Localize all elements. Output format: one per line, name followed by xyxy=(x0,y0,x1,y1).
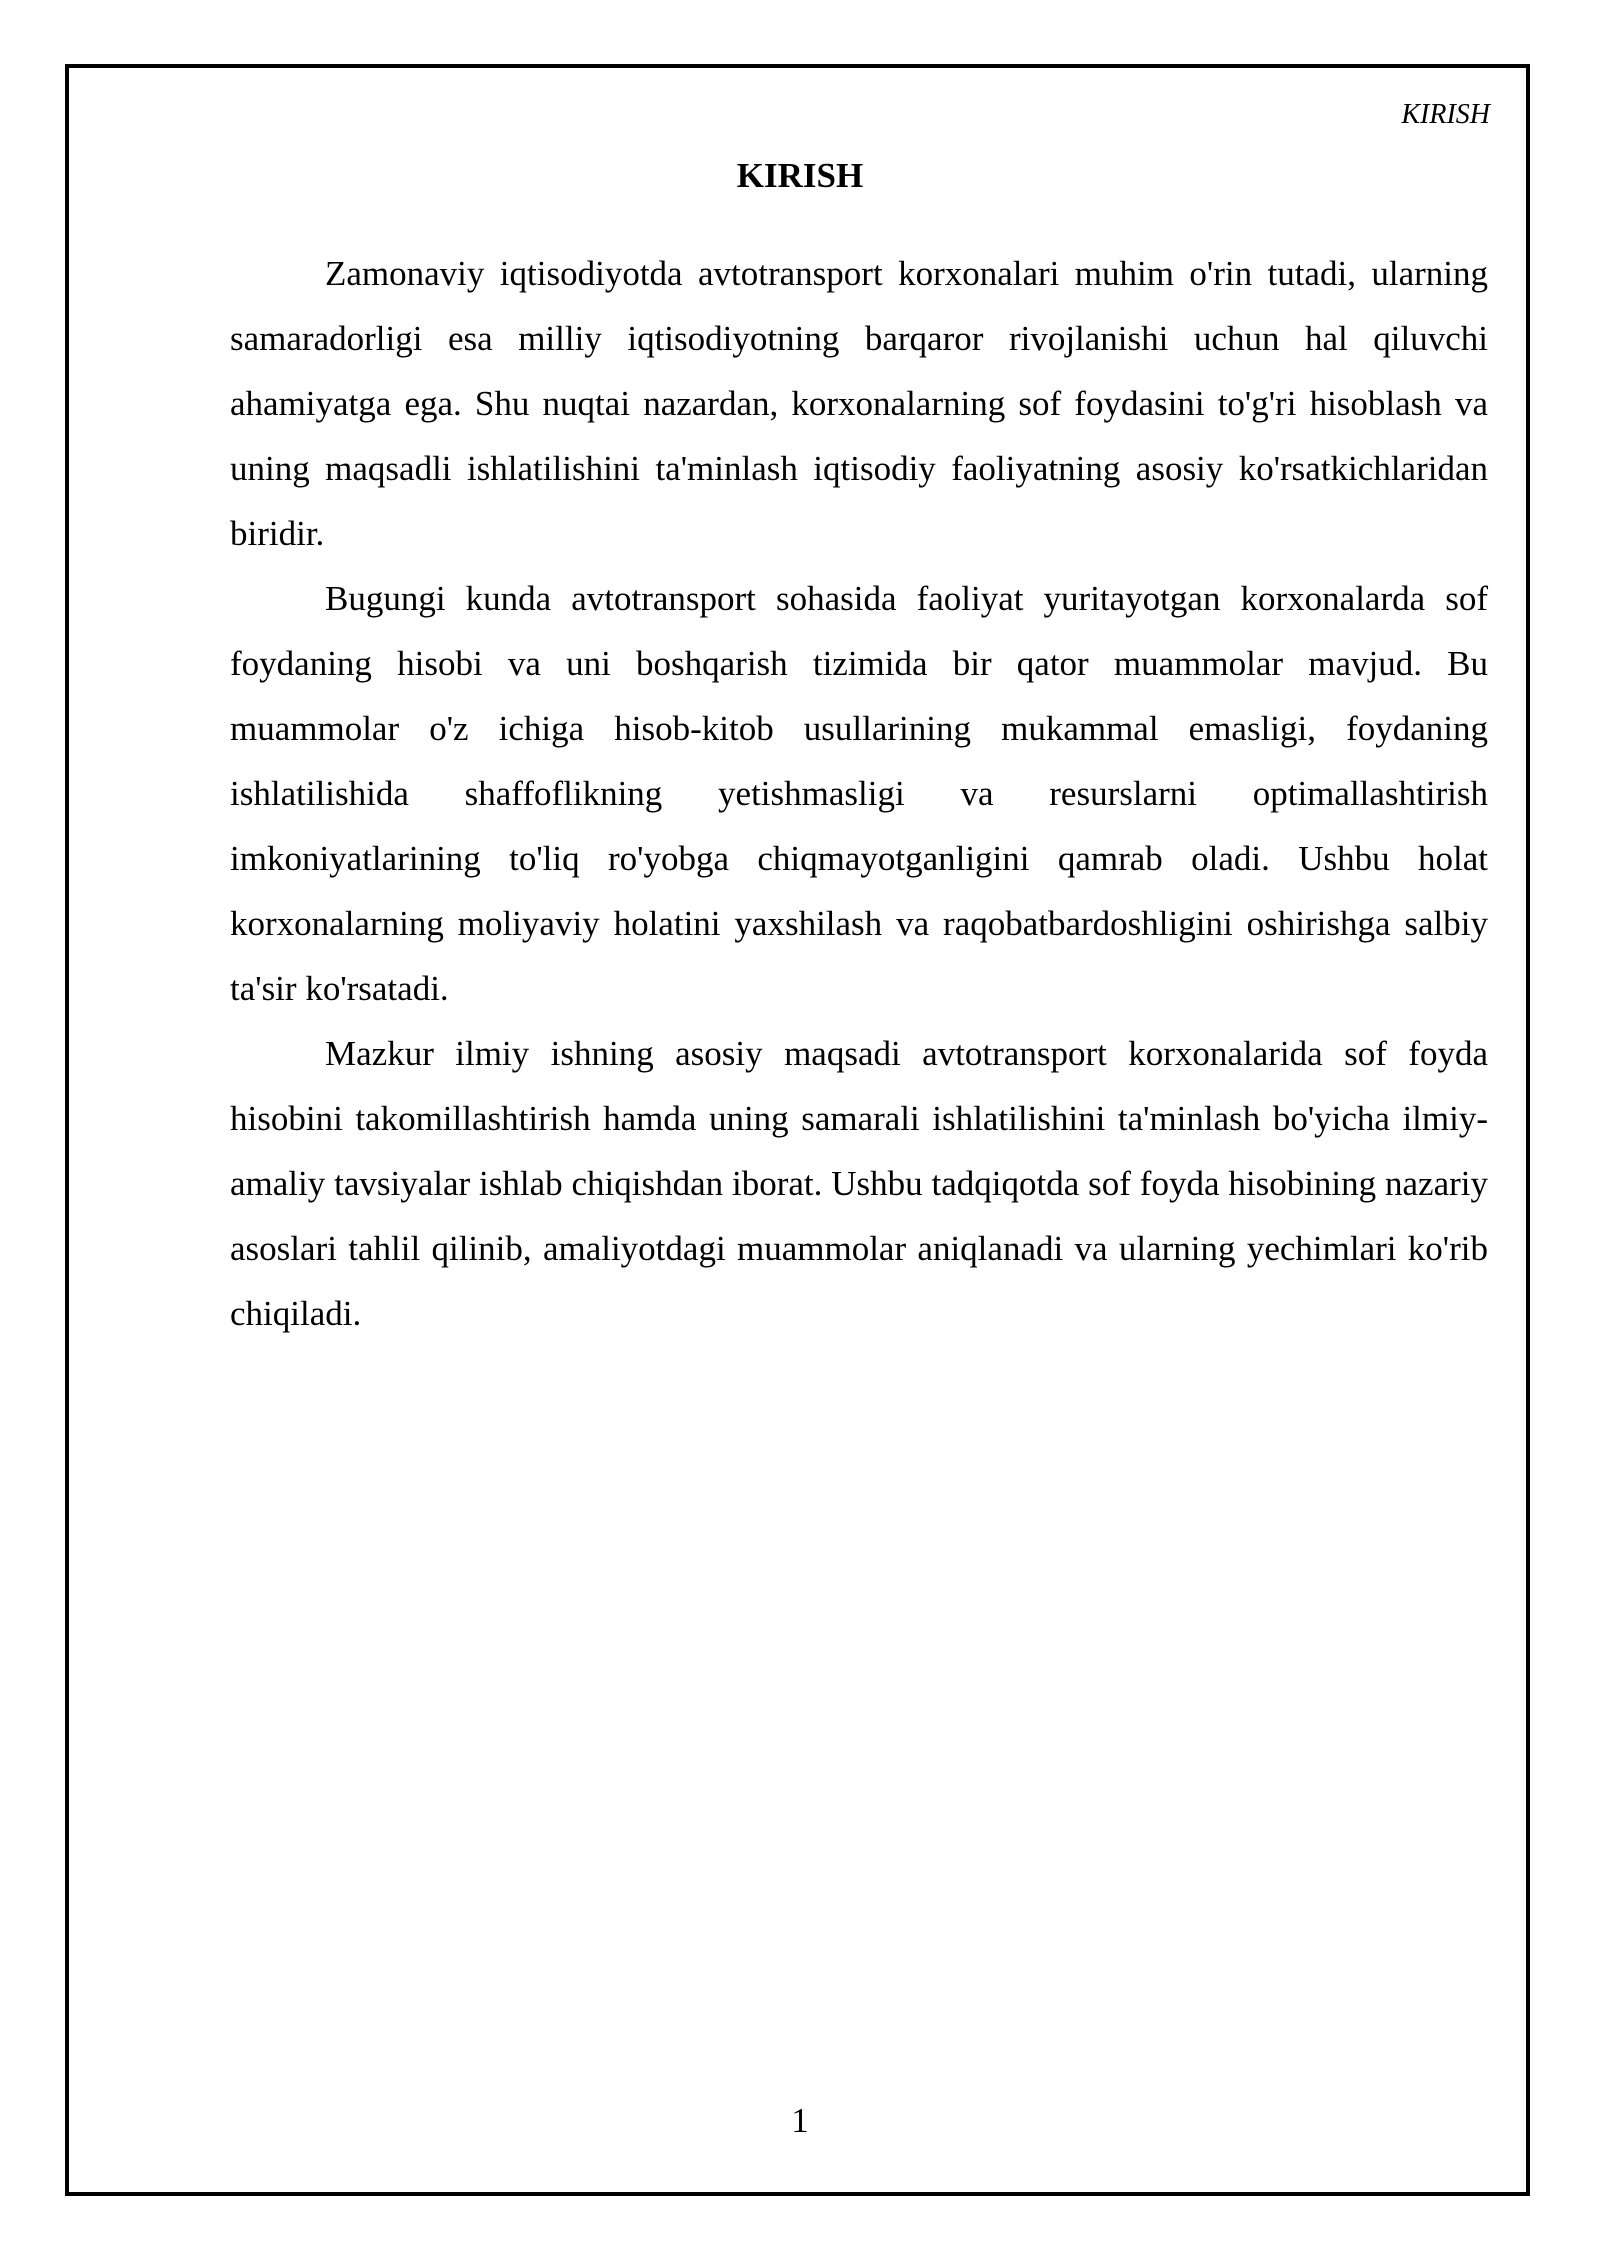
page-number: 1 xyxy=(791,2101,809,2140)
running-header: KIRISH xyxy=(1401,99,1490,130)
paragraph-3: Mazkur ilmiy ishning asosiy maqsadi avtotransport korxonalarida sof foyda hisobini takomillashtirish hamda uning samarali ishlatilishini ta'minlash bo'yicha ilmiy-amaliy tavsiyalar ishlab chiqishdan iborat. Ushbu tadqiqotda sof foyda hisobining nazariy asoslari tahlil qilinib, amaliyotdagi muammolar aniqlanadi va ularning yechimlari ko'rib chiqiladi. xyxy=(230,1034,1488,1333)
document-body xyxy=(230,241,1488,1346)
page-title: KIRISH xyxy=(736,156,864,195)
paragraph-2: Bugungi kunda avtotransport sohasida faoliyat yuritayotgan korxonalarda sof foydaning hisobi va uni boshqarish tizimida bir qator muammolar mavjud. Bu muammolar o'z ichiga hisob-kitob usullarining mukammal emasligi, foydaning ishlatilishida shaffoflikning yetishmasligi va resurslarni optimallashtirish imkoniyatlarining to'liq ro'yobga chiqmayotganligini qamrab oladi. Ushbu holat korxonalarning moliyaviy holatini yaxshilash va raqobatbardoshligini oshirishga salbiy ta'sir ko'rsatadi. xyxy=(230,579,1488,1008)
paragraph-1: Zamonaviy iqtisodiyotda avtotransport korxonalari muhim o'rin tutadi, ularning samaradorligi esa milliy iqtisodiyotning barqaror rivojlanishi uchun hal qiluvchi ahamiyatga ega. Shu nuqtai nazardan, korxonalarning sof foydasini to'g'ri hisoblash va uning maqsadli ishlatilishini ta'minlash iqtisodiy faoliyatning asosiy ko'rsatkichlaridan biridir. xyxy=(230,254,1488,553)
